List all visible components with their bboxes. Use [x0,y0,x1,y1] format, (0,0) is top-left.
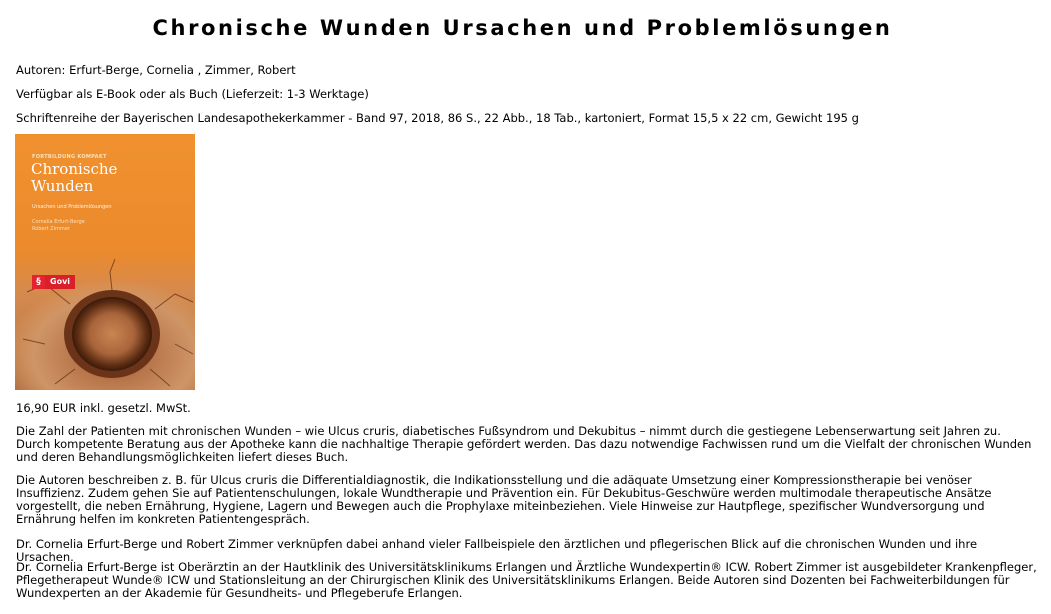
authors-line: Autoren: Erfurt-Berge, Cornelia , Zimmer, Robert [16,63,296,77]
publisher-logo [32,275,75,289]
description-paragraph: Dr. Cornelia Erfurt-Berge und Robert Zimmer verknüpfen dabei anhand vieler Fallbeispiele den ärztlichen und pflegerischen Blick auf die chronischen Wunden und ihre Ursachen. [16,537,978,564]
cover-author: Robert Zimmer [32,226,70,232]
description-paragraph: Dr. Cornelia Erfurt-Berge ist Oberärztin an der Hautklinik des Universitätsklinikums Erlangen und Ärztliche Wundexpertin® ICW. Robert Zimmer ist ausgebildeter Krankenpfleger, Pflegetherapeut Wunde® ICW und Stationsleitung an der Chirurgischen Klinik des Universitätsklinikums Erlangen. Beide Autoren sind Dozenten bei Fachweiterbildungen für Wundexperten an der Akademie für Gesundheits- und Pflegeberufe Erlangen. [16,560,1037,600]
description-paragraph: Die Autoren beschreiben z. B. für Ulcus cruris die Differentialdiagnostik, die Indikationsstellung und die adäquate Umsetzung einer Kompressionstherapie bei venöser Insuffizienz. Zudem gehen Sie auf Patientenschulungen, lokale Wundtherapie und Prävention ein. Für Dekubitus-Geschwüre werden multimodale therapeutische Ansätze vorgestellt, die neben Ernährung, Hygiene, Lagern und Bewegen auch die Prophylaxe miteinbeziehen. Viele Hinweise zur Hautpflege, spezifischer Wundversorgung und Ernährung helfen im konkreten Patientengespräch. [16,473,992,526]
cover-kicker: FORTBILDUNG KOMPAKT [32,154,107,160]
publisher-logo-icon: § [32,275,45,289]
availability-line: Verfügbar als E-Book oder als Buch (Lieferzeit: 1-3 Werktage) [16,87,369,101]
series-line: Schriftenreihe der Bayerischen Landesapothekerkammer - Band 97, 2018, 86 S., 22 Abb., 18 Tab., kartoniert, Format 15,5 x 22 cm, Gewicht 195 g [16,111,859,125]
description-paragraph: Die Zahl der Patienten mit chronischen Wunden – wie Ulcus cruris, diabetisches Fußsyndrom und Dekubitus – nimmt durch die gestiegene Lebenserwartung seit Jahren zu. Durch kompetente Beratung aus der Apotheke kann die nachhaltige Therapie gefördert werden. Das dazu notwendige Fachwissen rund um die Vielfalt der chronischen Wunden und deren Behandlungsmöglichkeiten liefert dieses Buch. [16,424,1032,464]
cover-title-line: Wunden [31,177,94,195]
cover-subtitle: Ursachen und Problemlösungen [32,204,112,210]
cover-author: Cornelia Erfurt-Berge [32,219,85,225]
page-title: Chronische Wunden Ursachen und Problemlösungen [152,16,893,40]
publisher-name: Govi [45,275,75,289]
cover-title [31,161,117,195]
price: 16,90 EUR inkl. gesetzl. MwSt. [16,401,191,415]
book-cover-image[interactable] [15,134,195,390]
cover-title-line: Chronische [31,160,118,178]
